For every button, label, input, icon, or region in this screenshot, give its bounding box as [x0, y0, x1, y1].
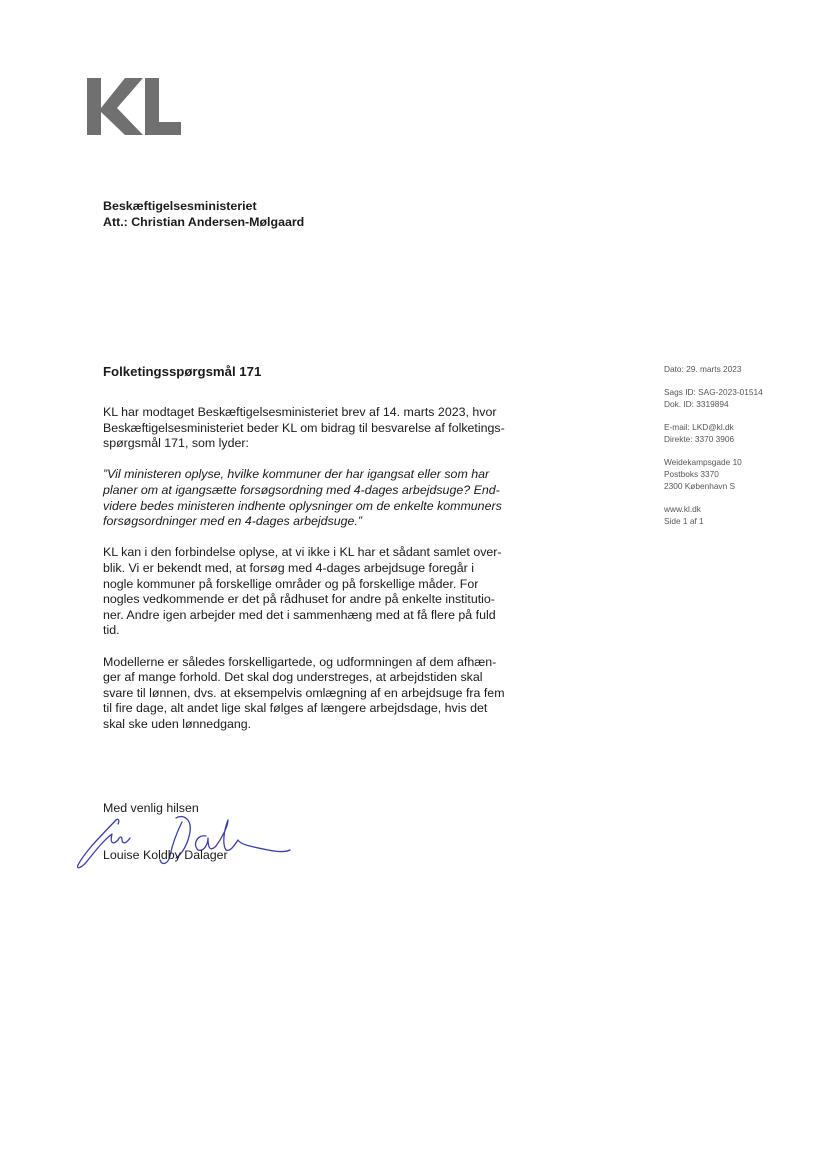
text-line: nogle kommuner på forskellige områder og på forskellige måder. For: [103, 576, 479, 591]
paragraph-models: [103, 655, 558, 733]
text-line: KL har modtaget Beskæftigelsesministeriet brev af 14. marts 2023, hvor: [103, 405, 497, 419]
text-line: planer om at igangsætte forsøgsordning med 4-dages arbejdsuge? End-: [103, 482, 500, 497]
recipient-name: Beskæftigelsesministeriet: [103, 199, 257, 213]
text-line: tid.: [103, 623, 120, 638]
text-line: forsøgsordninger med en 4-dages arbejdsuge.”: [103, 514, 362, 529]
text-line: svare til lønnen, dvs. at eksempelvis omlægning af en arbejdsuge fra fem: [103, 685, 505, 700]
text-line: KL kan i den forbindelse oplyse, at vi ikke i KL har et sådant samlet over-: [103, 545, 502, 560]
text-line: ger af mange forhold. Det skal dog understreges, at arbejdstiden skal: [103, 670, 483, 685]
kl-logo: [87, 78, 181, 135]
text-line: Modellerne er således forskelligartede, og udformningen af dem afhæn-: [103, 654, 497, 669]
letter-subject: Folketingsspørgsmål 171: [103, 364, 262, 379]
contact-phone: Direkte: 3370 3906: [664, 434, 735, 444]
text-line: skal ske uden lønnedgang.: [103, 716, 252, 731]
document-id: Dok. ID: 3319894: [664, 399, 729, 409]
website: www.kl.dk: [664, 504, 701, 514]
paragraph-intro: [103, 405, 558, 452]
contact-email: E-mail: LKD@kl.dk: [664, 422, 734, 432]
recipient-block: [103, 198, 304, 230]
text-line: blik. Vi er bekendt med, at forsøg med 4-dages arbejdsuge foregår i: [103, 560, 475, 575]
text-line: til fire dage, alt andet lige skal følges af længere arbejdsdage, hvis det: [103, 701, 488, 716]
case-id: Sags ID: SAG-2023-01514: [664, 387, 763, 397]
paragraph-overview: [103, 545, 558, 639]
letter-body: [103, 405, 558, 748]
address-city: 2300 København S: [664, 481, 736, 491]
signer-name: Louise Koldby Dalager: [103, 848, 228, 862]
text-line: Beskæftigelsesministeriet beder KL om bidrag til besvarelse af folketings-: [103, 420, 505, 435]
text-line: spørgsmål 171, som lyder:: [103, 436, 249, 451]
handwritten-signature: [72, 810, 292, 872]
page-number: Side 1 af 1: [664, 516, 704, 526]
text-line: nogles vedkommende er det på rådhuset for andre på enkelte institutio-: [103, 592, 495, 607]
closing-greeting: Med venlig hilsen: [103, 801, 199, 815]
address-pobox: Postboks 3370: [664, 469, 719, 479]
recipient-attention: Att.: Christian Andersen-Mølgaard: [103, 215, 305, 229]
letter-metadata: [664, 363, 763, 538]
paragraph-quote: [103, 467, 558, 529]
date: Dato: 29. marts 2023: [664, 364, 742, 374]
address-street: Weidekampsgade 10: [664, 457, 742, 467]
text-line: ner. Andre igen arbejder med det i sammenhæng med at få flere på fuld: [103, 607, 496, 622]
text-line: videre bedes ministeren indhente oplysninger om de enkelte kommuners: [103, 498, 502, 513]
text-line: ”Vil ministeren oplyse, hvilke kommuner der har igangsat eller som har: [103, 467, 490, 482]
